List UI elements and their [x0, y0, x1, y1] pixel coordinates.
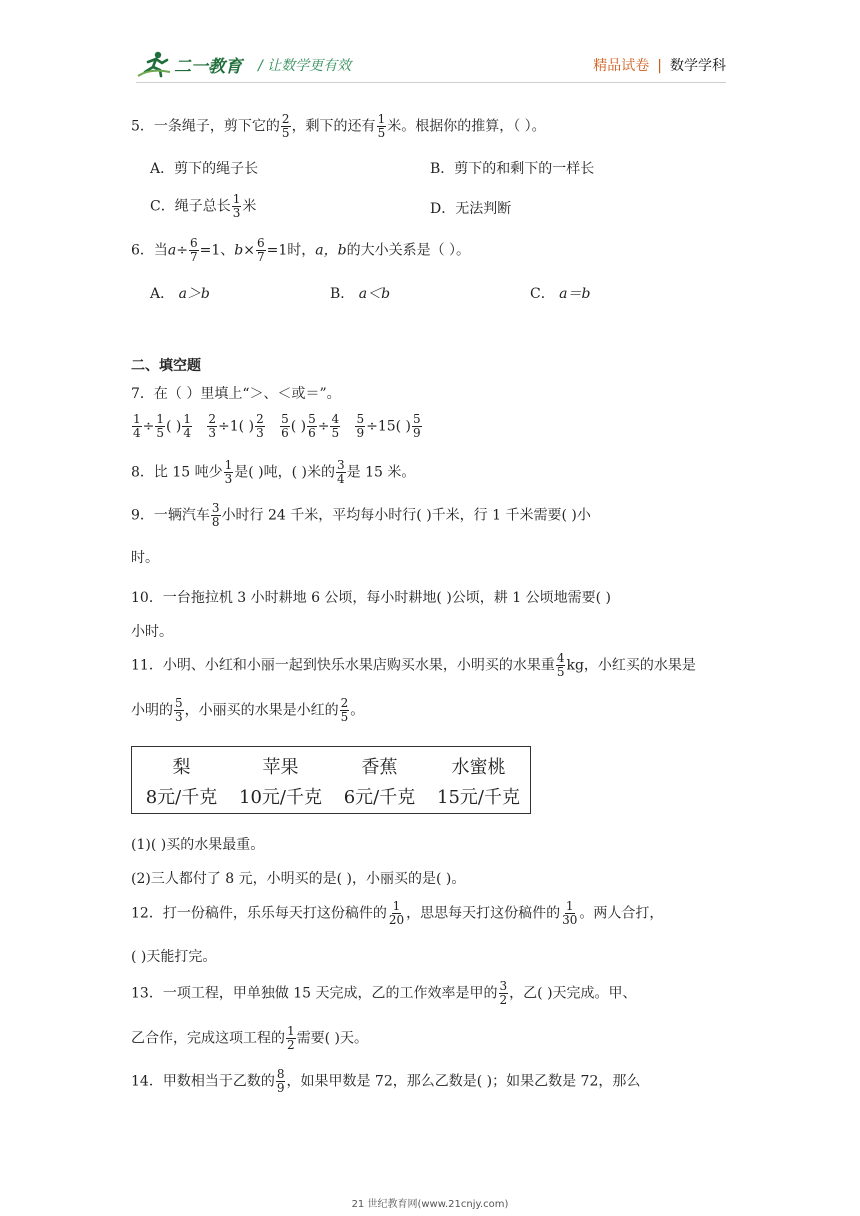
question-5 [131, 113, 546, 140]
slogan: / 让数学更有效 [258, 58, 352, 74]
q5-text: ，剩下的还有 [291, 118, 376, 135]
denominator: 3 [208, 426, 217, 440]
numerator: 3 [337, 458, 345, 472]
q5-text: 5．一条绳子，剪下它的 [131, 118, 280, 135]
numerator: 8 [276, 1067, 285, 1081]
question-12-line2: ( )天能打完。 [131, 949, 217, 965]
fraction [182, 413, 192, 440]
fruit-name: 苹果 [262, 757, 299, 778]
numerator: 1 [565, 899, 574, 913]
question-10-line2: 小时。 [131, 624, 173, 640]
q7-blank-2[interactable]: ) [244, 418, 255, 435]
numerator: 1 [392, 899, 401, 913]
fruit-name: 水蜜桃 [451, 757, 506, 778]
tag-math-subject: 数学学科 [670, 58, 726, 74]
question-11-line2: 小明的 $\frac{5}{3}$ ，小丽买的水果是小红的 $\frac{2}{5}$ 。 [131, 696, 365, 724]
tag-quality-paper: 精品试卷 [593, 58, 650, 74]
numerator: 4 [331, 412, 340, 426]
numerator: 1 [224, 458, 233, 472]
fraction [307, 413, 317, 440]
q7-blank-4[interactable]: ) [401, 418, 412, 435]
header-rule [136, 82, 726, 83]
denominator: 2 [287, 1038, 295, 1052]
fraction [174, 697, 184, 724]
numerator: 2 [340, 696, 349, 710]
fraction [412, 413, 422, 440]
fraction [336, 459, 346, 486]
fraction [330, 413, 340, 440]
fraction [224, 459, 234, 486]
fraction [255, 413, 265, 440]
question-11-sub1: (1)( )买的水果最重。 [131, 837, 265, 853]
denominator: 5 [156, 426, 165, 440]
fruit-price: 10元/千克 [239, 787, 322, 808]
fraction [340, 697, 350, 724]
fraction [232, 193, 242, 220]
numerator: 1 [287, 1024, 295, 1038]
header-separator: | [657, 58, 662, 74]
denominator: 3 [175, 710, 183, 724]
numerator: 6 [190, 236, 198, 250]
denominator: 9 [413, 426, 421, 440]
q6-option-a: A． a＞b [150, 286, 210, 302]
numerator: 5 [356, 412, 365, 426]
q5-option-a: A．剪下的绳子长 [150, 161, 259, 177]
fraction [276, 1068, 286, 1095]
page-footer: 21 世纪教育网(www.21cnjy.com) [351, 1199, 509, 1210]
fraction [499, 980, 509, 1007]
section-title-fill-in: 二、填空题 [131, 358, 201, 374]
fruit-name: 梨 [172, 757, 191, 778]
fruit-price: 6元/千克 [343, 787, 416, 808]
numerator: 1 [377, 112, 386, 126]
denominator: 5 [331, 426, 340, 440]
numerator: 1 [133, 412, 141, 426]
q6-option-b: B． a＜b [330, 286, 391, 302]
fraction [281, 113, 291, 140]
numerator: 4 [556, 651, 565, 665]
denominator: 9 [356, 426, 365, 440]
fraction [556, 652, 566, 679]
fraction [388, 900, 405, 927]
header-tags [593, 55, 726, 75]
question-13-line2: 乙合作，完成这项工程的 $\frac{1}{2}$ 需要( )天。 [131, 1024, 369, 1052]
question-11-sub2: (2)三人都付了 8 元，小明买的是( )，小丽买的是( )。 [131, 871, 466, 887]
numerator: 5 [413, 412, 421, 426]
denominator: 2 [499, 993, 508, 1007]
fraction [377, 113, 387, 140]
fruit-price-table [131, 746, 531, 814]
fraction [561, 900, 578, 927]
fraction [256, 237, 266, 264]
numerator: 5 [308, 412, 316, 426]
numerator: 1 [156, 412, 165, 426]
denominator: 20 [388, 913, 405, 927]
denominator: 5 [281, 126, 290, 140]
question-12: 12．打一份稿件，乐乐每天打这份稿件的 $\frac{1}{20}$ ，思思每天打这份稿件的 $\frac{1}{30}$ 。两人合打， [131, 899, 664, 927]
numerator: 1 [183, 412, 192, 426]
q5-option-b: B．剪下的和剩下的一样长 [430, 161, 595, 177]
fraction [132, 413, 142, 440]
denominator: 4 [337, 472, 345, 486]
numerator: 6 [257, 236, 265, 250]
denominator: 3 [256, 426, 264, 440]
question-9: 9．一辆汽车 $\frac{3}{8}$ 小时行 24 千米，平均每小时行( )千米，行 1 千米需要( )小 [131, 501, 591, 529]
q6-option-c: C． a＝b [530, 286, 591, 302]
fraction [189, 237, 199, 264]
question-7: 7．在（ ）里填上“＞、＜或＝”。 [131, 386, 341, 402]
q7-expressions: $\frac{1}{4}$ ÷ $\frac{1}{5}$ ( ) $\frac{1}{4}$ $\frac{2}{3}$ ÷1( ) $\frac{2}{3}$ $\frac{5}{6}$ ( ) $\frac{5}{6}$ ÷ $\frac{4}{5}$ $\frac{5}{9}$ ÷15( ) $\frac{5}{9}$ [133, 412, 421, 440]
denominator: 9 [276, 1081, 285, 1095]
denominator: 3 [224, 472, 233, 486]
fraction [286, 1025, 296, 1052]
fruit-name: 香蕉 [361, 757, 398, 778]
question-13: 13．一项工程，甲单独做 15 天完成，乙的工作效率是甲的 $\frac{3}{2}$ ，乙( )天完成。甲、 [131, 979, 637, 1007]
numerator: 5 [175, 696, 183, 710]
logo [136, 50, 242, 78]
logo-text: 二一教育 [174, 56, 242, 77]
numerator: 2 [256, 412, 264, 426]
q5-option-d: D．无法判断 [430, 201, 512, 217]
fraction [207, 413, 217, 440]
denominator: 3 [232, 206, 241, 220]
question-8: 8．比 15 吨少 $\frac{1}{3}$ 是( )吨，( )米的 $\frac{3}{4}$ 是 15 米。 [131, 458, 416, 486]
denominator: 6 [308, 426, 316, 440]
denominator: 7 [257, 250, 265, 264]
denominator: 4 [133, 426, 141, 440]
question-11: 11．小明、小红和小丽一起到快乐水果店购买水果，小明买的水果重 $\frac{4}{5}$ kg，小红买的水果是 [131, 651, 696, 679]
denominator: 5 [556, 665, 565, 679]
fraction [355, 413, 365, 440]
q7-blank-1[interactable]: ( ) [166, 418, 182, 435]
q5-option-c: C．绳子总长 $\frac{1}{3}$ 米 [150, 192, 257, 220]
q5-text: 米。根据你的推算，（ ）。 [387, 118, 546, 135]
question-14: 14．甲数相当于乙数的 $\frac{8}{9}$ ，如果甲数是 72，那么乙数是( )；如果乙数是 72，那么 [131, 1067, 641, 1095]
numerator: 5 [281, 412, 289, 426]
denominator: 7 [190, 250, 198, 264]
denominator: 5 [340, 710, 349, 724]
numerator: 3 [499, 979, 508, 993]
fruit-price: 8元/千克 [145, 787, 218, 808]
numerator: 2 [208, 412, 217, 426]
numerator: 3 [211, 501, 220, 515]
denominator: 8 [211, 515, 220, 529]
fraction [280, 413, 290, 440]
q7-blank-3[interactable]: ( ) [290, 418, 307, 435]
denominator: 30 [562, 913, 578, 927]
question-6: 6．当a÷ $\frac{6}{7}$ =1、b× $\frac{6}{7}$ =1时，a，b的大小关系是（ ）。 [131, 236, 471, 264]
runner-logo-icon [136, 50, 172, 78]
fraction [155, 413, 165, 440]
denominator: 5 [377, 126, 386, 140]
numerator: 2 [281, 112, 290, 126]
numerator: 1 [232, 192, 241, 206]
question-10: 10．一台拖拉机 3 小时耕地 6 公顷，每小时耕地( )公顷，耕 1 公顷地需要( ) [131, 590, 611, 606]
denominator: 4 [183, 426, 192, 440]
fraction [211, 502, 221, 529]
fruit-price: 15元/千克 [437, 787, 520, 808]
question-9-line2: 时。 [131, 550, 159, 566]
denominator: 6 [281, 426, 289, 440]
